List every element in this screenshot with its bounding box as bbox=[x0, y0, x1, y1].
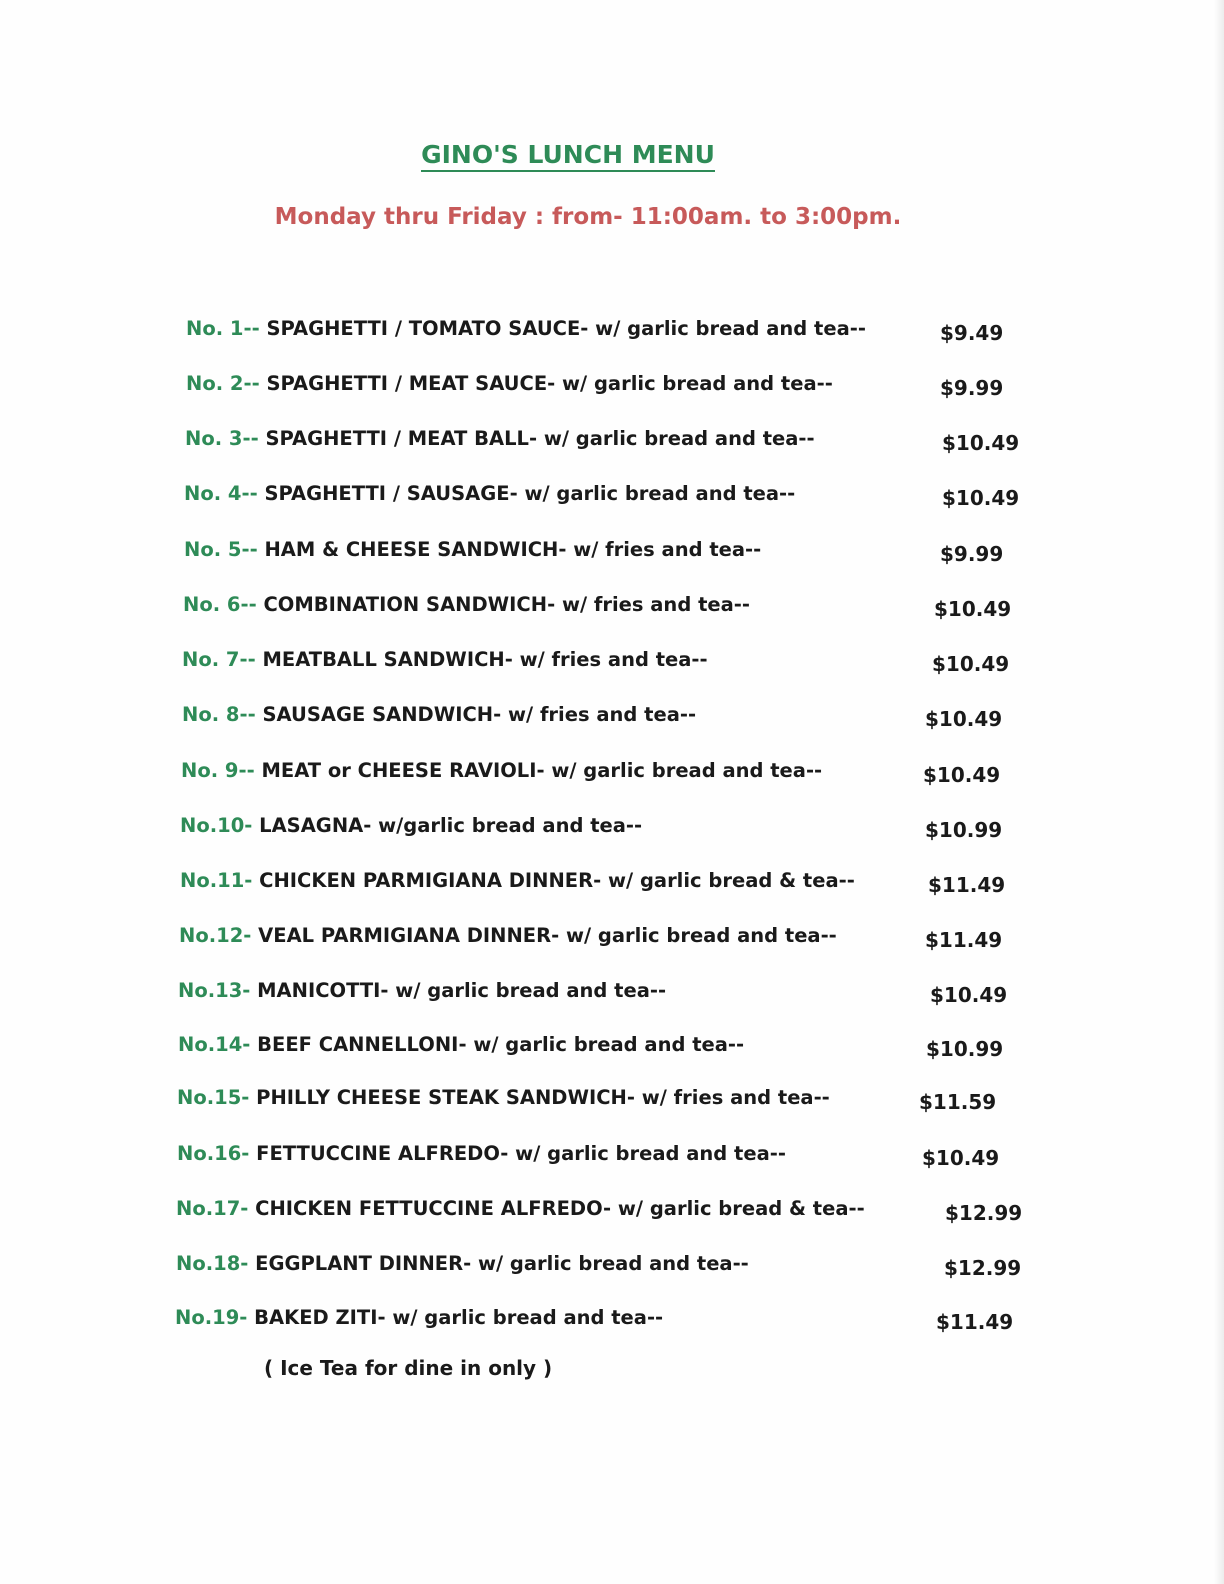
menu-item-price: $10.49 bbox=[932, 652, 1010, 676]
menu-item-sides: - w/ garlic bread and tea-- bbox=[463, 1252, 749, 1275]
menu-item-name: BEEF CANNELLONI bbox=[257, 1033, 459, 1056]
menu-title-text: GINO'S LUNCH MENU bbox=[421, 140, 715, 172]
menu-item-price: $9.99 bbox=[940, 542, 1004, 566]
menu-item bbox=[177, 1139, 786, 1169]
menu-item-name: SPAGHETTI / SAUSAGE bbox=[264, 482, 510, 505]
menu-item-sides: - w/garlic bread and tea-- bbox=[363, 814, 643, 837]
menu-item-name: MEAT or CHEESE RAVIOLI bbox=[261, 759, 537, 782]
menu-item-number: No. 5-- bbox=[184, 538, 258, 561]
menu-item-name: COMBINATION SANDWICH bbox=[263, 593, 548, 616]
menu-item-name: LASAGNA bbox=[259, 814, 364, 837]
menu-item bbox=[182, 700, 696, 730]
menu-item-number: No. 9-- bbox=[181, 759, 255, 782]
menu-item-name: CHICKEN PARMIGIANA DINNER bbox=[259, 869, 594, 892]
menu-item bbox=[175, 1303, 663, 1333]
menu-item-name: MANICOTTI bbox=[257, 979, 381, 1002]
menu-item-name: BAKED ZITI bbox=[254, 1306, 378, 1329]
menu-item bbox=[186, 314, 866, 344]
menu-item bbox=[179, 921, 837, 951]
menu-item bbox=[176, 1194, 865, 1224]
menu-item-name: EGGPLANT DINNER bbox=[255, 1252, 464, 1275]
menu-item bbox=[181, 756, 822, 786]
menu-item bbox=[184, 535, 761, 565]
menu-item-price: $10.99 bbox=[925, 818, 1003, 842]
menu-item-price: $10.49 bbox=[923, 763, 1001, 787]
menu-item-name: FETTUCCINE ALFREDO bbox=[256, 1142, 501, 1165]
menu-item-sides: - w/ garlic bread and tea-- bbox=[547, 372, 833, 395]
menu-item-price: $10.49 bbox=[922, 1146, 1000, 1170]
menu-item-price: $10.49 bbox=[942, 486, 1020, 510]
menu-item-sides: - w/ garlic bread & tea-- bbox=[593, 869, 855, 892]
menu-hours: Monday thru Friday : from- 11:00am. to 3:00pm. bbox=[274, 204, 902, 230]
menu-item-price: $11.49 bbox=[925, 928, 1003, 952]
menu-item-price: $10.99 bbox=[926, 1037, 1004, 1061]
menu-item bbox=[176, 1249, 749, 1279]
menu-item-number: No.10- bbox=[180, 814, 253, 837]
menu-item-sides: - w/ fries and tea-- bbox=[558, 538, 762, 561]
menu-item-number: No.18- bbox=[176, 1252, 249, 1275]
menu-item bbox=[184, 479, 795, 509]
menu-item-name: SPAGHETTI / MEAT SAUCE bbox=[266, 372, 548, 395]
menu-item-sides: - w/ garlic bread & tea-- bbox=[603, 1197, 865, 1220]
menu-item-sides: - w/ garlic bread and tea-- bbox=[536, 759, 823, 782]
menu-item-number: No.12- bbox=[179, 924, 252, 947]
menu-item-sides: - w/ garlic bread and tea-- bbox=[551, 924, 837, 947]
menu-item-number: No. 2-- bbox=[186, 372, 260, 395]
menu-item bbox=[186, 369, 833, 399]
menu-item-sides: - w/ fries and tea-- bbox=[547, 593, 750, 616]
menu-item-number: No. 7-- bbox=[182, 648, 256, 671]
menu-item-sides: - w/ garlic bread and tea-- bbox=[528, 427, 815, 450]
menu-item-price: $9.99 bbox=[940, 376, 1004, 400]
menu-item-name: MEATBALL SANDWICH bbox=[262, 648, 505, 671]
menu-item-sides: - w/ garlic bread and tea-- bbox=[380, 979, 667, 1002]
menu-item-sides: - w/ garlic bread and tea-- bbox=[500, 1142, 786, 1165]
menu-item-name: HAM & CHEESE SANDWICH bbox=[264, 538, 559, 561]
menu-item-price: $12.99 bbox=[944, 1256, 1022, 1280]
menu-item-name: VEAL PARMIGIANA DINNER bbox=[258, 924, 552, 947]
menu-item-price: $10.49 bbox=[942, 431, 1020, 455]
menu-item-number: No.11- bbox=[180, 869, 253, 892]
menu-item-price: $10.49 bbox=[930, 983, 1008, 1007]
menu-item-number: No. 4-- bbox=[184, 482, 258, 505]
menu-item-sides: - w/ garlic bread and tea-- bbox=[458, 1033, 745, 1056]
menu-item-number: No.15- bbox=[177, 1086, 250, 1109]
menu-item bbox=[182, 645, 708, 675]
menu-item-name: SPAGHETTI / TOMATO SAUCE bbox=[266, 317, 581, 340]
menu-item-sides: - w/ fries and tea-- bbox=[504, 648, 708, 671]
menu-item-price: $11.59 bbox=[919, 1090, 997, 1114]
menu-item-number: No.17- bbox=[176, 1197, 249, 1220]
menu-item-name: SPAGHETTI / MEAT BALL bbox=[265, 427, 529, 450]
menu-item-sides: - w/ fries and tea-- bbox=[626, 1086, 830, 1109]
page-edge-shadow bbox=[1214, 0, 1224, 1584]
menu-item-sides: - w/ garlic bread and tea-- bbox=[580, 317, 866, 340]
menu-item-number: No.19- bbox=[175, 1306, 248, 1329]
menu-item bbox=[183, 590, 750, 620]
menu-item-sides: - w/ garlic bread and tea-- bbox=[377, 1306, 664, 1329]
menu-item-name: CHICKEN FETTUCCINE ALFREDO bbox=[255, 1197, 604, 1220]
menu-item bbox=[185, 424, 815, 454]
menu-item-sides: - w/ fries and tea-- bbox=[493, 703, 697, 726]
menu-item-name: PHILLY CHEESE STEAK SANDWICH bbox=[256, 1086, 627, 1109]
menu-item-name: SAUSAGE SANDWICH bbox=[262, 703, 494, 726]
menu-item bbox=[178, 976, 666, 1006]
menu-item bbox=[180, 866, 855, 896]
menu-item bbox=[177, 1083, 830, 1113]
menu-note: ( Ice Tea for dine in only ) bbox=[264, 1356, 553, 1380]
menu-item-number: No. 8-- bbox=[182, 703, 256, 726]
menu-item-number: No. 6-- bbox=[183, 593, 257, 616]
menu-item-number: No. 3-- bbox=[185, 427, 259, 450]
menu-item-number: No.14- bbox=[178, 1033, 251, 1056]
menu-item-number: No. 1-- bbox=[186, 317, 260, 340]
menu-item-number: No.13- bbox=[178, 979, 251, 1002]
menu-item-number: No.16- bbox=[177, 1142, 250, 1165]
menu-item bbox=[180, 811, 642, 841]
menu-item-price: $9.49 bbox=[940, 321, 1004, 345]
menu-item-price: $11.49 bbox=[936, 1310, 1014, 1334]
menu-item-sides: - w/ garlic bread and tea-- bbox=[509, 482, 796, 505]
menu-item-price: $10.49 bbox=[925, 707, 1003, 731]
menu-item-price: $10.49 bbox=[934, 597, 1012, 621]
menu-item-price: $11.49 bbox=[928, 873, 1006, 897]
menu-item bbox=[178, 1030, 744, 1060]
menu-item-price: $12.99 bbox=[945, 1201, 1023, 1225]
